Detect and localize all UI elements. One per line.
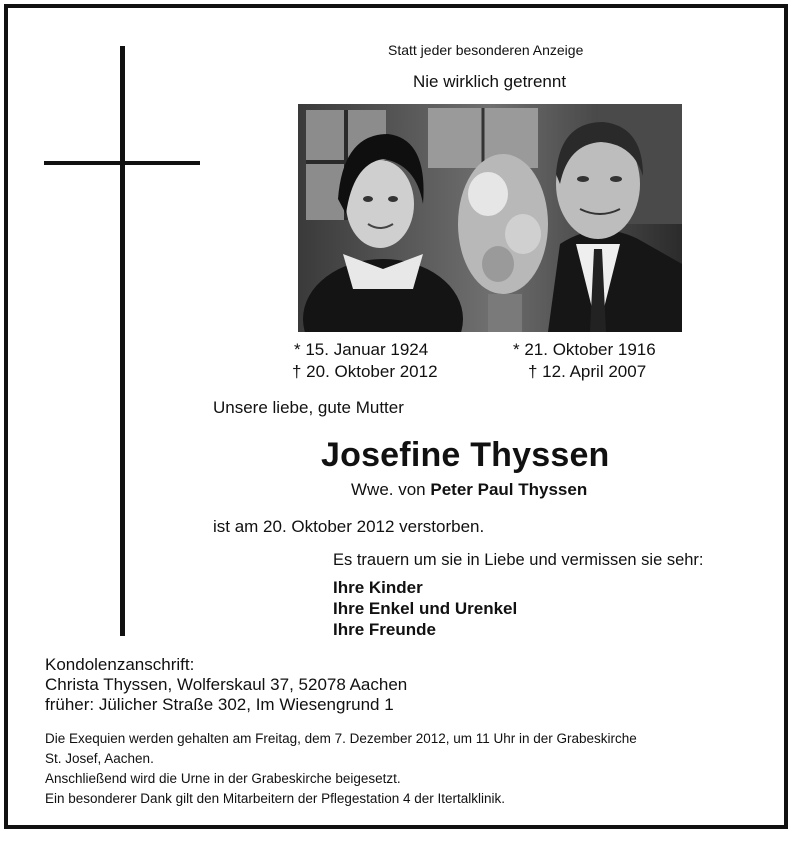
couple-photo-image [298,104,682,332]
husband-name: Peter Paul Thyssen [430,480,588,499]
obituary-frame [4,4,788,829]
man-death-date: † 12. April 2007 [528,362,647,381]
deceased-name: Josefine Thyssen [321,436,610,474]
death-statement: ist am 20. Oktober 2012 verstorben. [213,517,485,536]
widow-prefix: Wwe. von [351,480,426,499]
note-line: Anschließend wird die Urne in der Grabeskirche beigesetzt. [45,771,401,786]
condolence-address [45,655,407,715]
service-notes [45,729,637,809]
mourner-item: Ihre Kinder [333,578,423,597]
mourner-item: Ihre Enkel und Urenkel [333,599,518,618]
intro-text: Unsere liebe, gute Mutter [213,398,404,417]
mourner-item: Ihre Freunde [333,620,436,639]
woman-death-date: † 20. Oktober 2012 [292,362,438,381]
motto-text: Nie wirklich getrennt [413,72,567,91]
header-text: Statt jeder besonderen Anzeige [388,42,584,58]
man-birth-date: * 21. Oktober 1916 [513,340,656,359]
cross-horizontal-bar [44,161,200,165]
condolence-current-address: Christa Thyssen, Wolferskaul 37, 52078 Aachen [45,675,408,694]
couple-photo [298,104,682,332]
condolence-former-address: früher: Jülicher Straße 302, Im Wiesengrund 1 [45,695,394,714]
condolence-label: Kondolenzanschrift: [45,655,195,674]
mourners-list [333,577,517,640]
cross-vertical-bar [120,46,125,636]
woman-birth-date: * 15. Januar 1924 [294,340,429,359]
mourning-line: Es trauern um sie in Liebe und vermissen sie sehr: [333,551,704,569]
note-line: St. Josef, Aachen. [45,751,154,766]
widow-line [351,480,587,500]
note-line: Ein besonderer Dank gilt den Mitarbeitern der Pflegestation 4 der Itertalklinik. [45,791,505,806]
note-line: Die Exequien werden gehalten am Freitag, dem 7. Dezember 2012, um 11 Uhr in der Grabeskirche [45,731,637,746]
